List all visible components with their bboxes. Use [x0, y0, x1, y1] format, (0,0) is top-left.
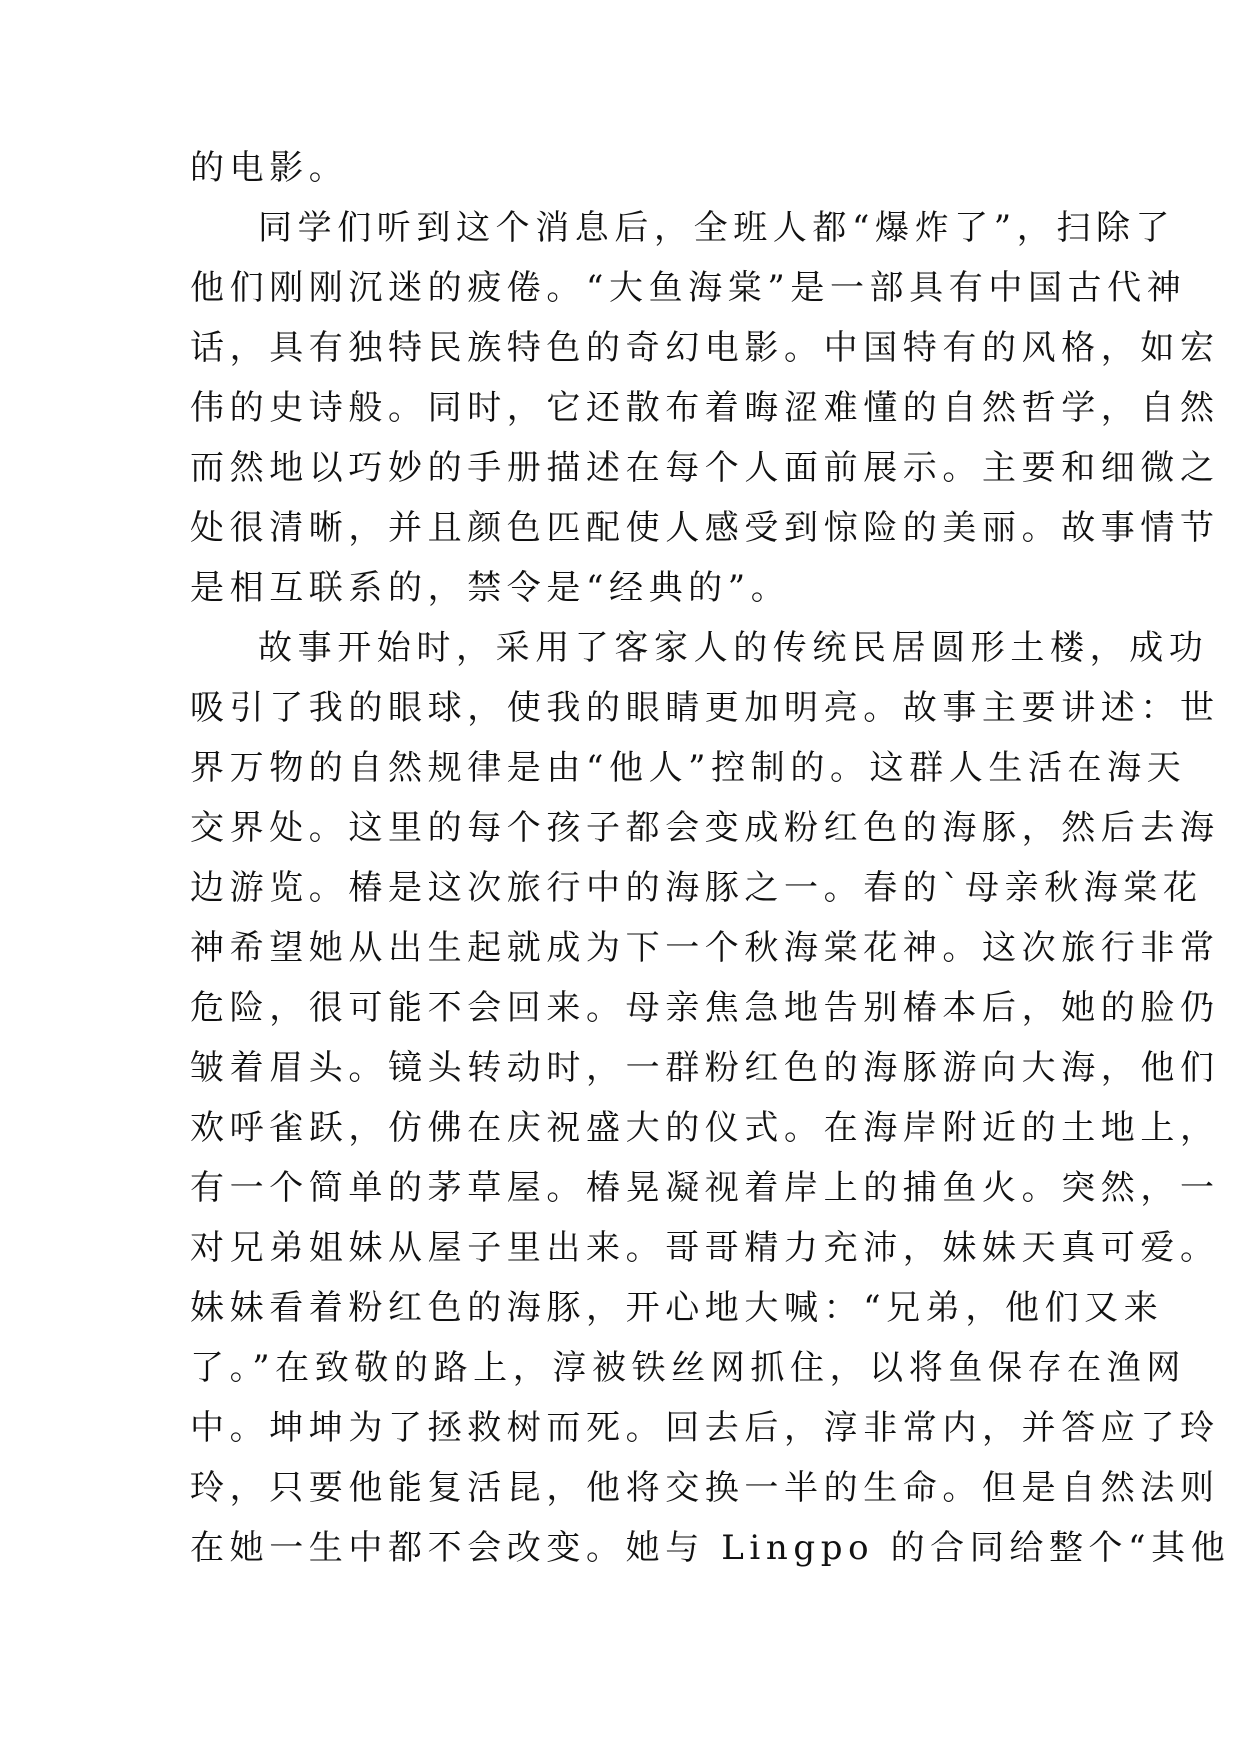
text-line: 在她一生中都不会改变。她与 Lingpo 的合同给整个“其他 — [190, 1528, 1231, 1568]
text-line: 话，具有独特民族特色的奇幻电影。中国特有的风格，如宏 — [190, 328, 1220, 368]
text-line: 界万物的自然规律是由“他人”控制的。这群人生活在海天 — [190, 748, 1187, 788]
text-line: 交界处。这里的每个孩子都会变成粉红色的海豚，然后去海 — [190, 808, 1220, 848]
text-line: 妹妹看着粉红色的海豚，开心地大喊：“兄弟，他们又来 — [190, 1288, 1164, 1328]
text-line: 欢呼雀跃，仿佛在庆祝盛大的仪式。在海岸附近的土地上， — [190, 1108, 1220, 1148]
text-line: 是相互联系的，禁令是“经典的”。 — [190, 568, 791, 608]
text-line: 吸引了我的眼球，使我的眼睛更加明亮。故事主要讲述：世 — [190, 688, 1220, 728]
text-line: 处很清晰，并且颜色匹配使人感受到惊险的美丽。故事情节 — [190, 508, 1220, 548]
text-line: 边游览。椿是这次旅行中的海豚之一。春的`母亲秋海棠花 — [190, 868, 1203, 908]
text-line: 皱着眉头。镜头转动时，一群粉红色的海豚游向大海，他们 — [190, 1048, 1220, 1088]
text-line: 了。”在致敬的路上，淳被铁丝网抓住，以将鱼保存在渔网 — [190, 1348, 1186, 1388]
text-line: 神希望她从出生起就成为下一个秋海棠花神。这次旅行非常 — [190, 928, 1220, 968]
text-line: 有一个简单的茅草屋。椿晃凝视着岸上的捕鱼火。突然，一 — [190, 1168, 1220, 1208]
text-line: 而然地以巧妙的手册描述在每个人面前展示。主要和细微之 — [190, 448, 1220, 488]
text-line: 对兄弟姐妹从屋子里出来。哥哥精力充沛，妹妹天真可爱。 — [190, 1228, 1220, 1268]
text-line: 伟的史诗般。同时，它还散布着晦涩难懂的自然哲学，自然 — [190, 388, 1220, 428]
text-line: 的电影。 — [190, 148, 349, 188]
text-line: 玲，只要他能复活昆，他将交换一半的生命。但是自然法则 — [190, 1468, 1220, 1508]
text-line: 中。坤坤为了拯救树而死。回去后，淳非常内，并答应了玲 — [190, 1408, 1220, 1448]
paragraph-first-line: 故事开始时，采用了客家人的传统民居圆形土楼，成功 — [258, 628, 1209, 668]
paragraph-first-line: 同学们听到这个消息后，全班人都“爆炸了”，扫除了 — [258, 208, 1176, 248]
text-line: 危险，很可能不会回来。母亲焦急地告别椿本后，她的脸仍 — [190, 988, 1220, 1028]
text-line: 他们刚刚沉迷的疲倦。“大鱼海棠”是一部具有中国古代神 — [190, 268, 1187, 308]
